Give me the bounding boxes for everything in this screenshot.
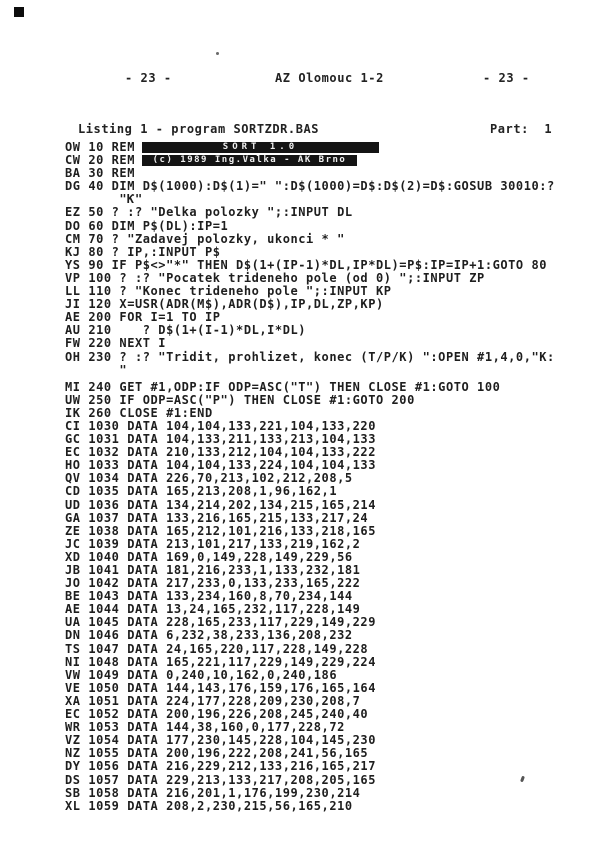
listing-line: FW 220 NEXT I — [65, 336, 167, 351]
listing-line: EC 1052 DATA 200,196,226,208,245,240,40 — [65, 707, 369, 722]
listing-line: UD 1036 DATA 134,214,202,134,215,165,214 — [65, 497, 376, 512]
listing-line: LL 110 ? "Konec trideneho pole ";:INPUT KP — [65, 284, 392, 299]
listing-line: VP 100 ? :? "Pocatek trideneho pole (od 0) ";:INPUT ZP — [65, 270, 485, 285]
listing-line: WR 1053 DATA 144,38,160,0,177,228,72 — [65, 720, 345, 735]
listing-line: DS 1057 DATA 229,213,133,217,208,205,165 — [65, 772, 376, 787]
listing-line: XL 1059 DATA 208,2,230,215,56,165,210 — [65, 798, 353, 813]
listing-line: KJ 80 ? IP,:INPUT P$ — [65, 244, 221, 259]
listing-line: AE 1044 DATA 13,24,165,232,117,228,149 — [65, 602, 361, 617]
listing-line: SB 1058 DATA 216,201,1,176,199,230,214 — [65, 785, 361, 800]
listing-line: NI 1048 DATA 165,221,117,229,149,229,224 — [65, 654, 376, 669]
listing-line: BA 30 REM — [65, 166, 135, 181]
listing-line: CD 1035 DATA 165,213,208,1,96,162,1 — [65, 484, 338, 499]
listing-line: HO 1033 DATA 104,104,133,224,104,104,133 — [65, 458, 376, 473]
listing-line: JC 1039 DATA 213,101,217,133,219,162,2 — [65, 536, 361, 551]
listing-line: GA 1037 DATA 133,216,165,215,133,217,24 — [65, 510, 369, 525]
listing-line: UA 1045 DATA 228,165,233,117,229,149,229 — [65, 615, 376, 630]
listing-line: "Ƙ" — [65, 192, 143, 207]
listing-line — [65, 154, 555, 167]
listing-line: " — [65, 362, 128, 377]
listing-line: ZE 1038 DATA 165,212,101,216,133,218,165 — [65, 523, 376, 538]
listing-line: UW 250 IF ODP=ASC("P") THEN CLOSE #1:GOTO 200 — [65, 392, 415, 407]
corner-registration-mark — [14, 7, 24, 17]
listing-body — [65, 141, 555, 813]
listing-line: EZ 50 ? :? "Delka polozky ";:INPUT DL — [65, 205, 353, 220]
page-number-right: - 23 - — [483, 71, 530, 85]
listing-line — [65, 141, 555, 154]
listing-line: DY 1056 DATA 216,229,212,133,216,165,217 — [65, 759, 376, 774]
listing-line: MI 240 GET #1,ODP:IF ODP=ASC("T") THEN CLOSE #1:GOTO 100 — [65, 379, 501, 394]
listing-line: JB 1041 DATA 181,216,233,1,133,232,181 — [65, 563, 361, 577]
part-indicator: Part: 1 — [490, 122, 553, 136]
listing-line: DG 40 DIM D$(1000):D$(1)=" ":D$(1000)=D$:D$(2)=D$:GOSUB 30010:? — [65, 179, 555, 194]
inverse-video-bar: (c) 1989 Ing.Valka - AK Brno — [142, 155, 357, 166]
inverse-video-bar: SORT 1.0 — [142, 142, 379, 153]
listing-line: VE 1050 DATA 144,143,176,159,176,165,164 — [65, 680, 376, 695]
listing-line: GC 1031 DATA 104,133,211,133,213,104,133 — [65, 432, 376, 447]
listing-line: DN 1046 DATA 6,232,38,233,136,208,232 — [65, 628, 353, 643]
listing-line: JI 120 X=USR(ADR(M$),ADR(D$),IP,DL,ZP,KP) — [65, 297, 384, 312]
listing-line: IK 260 CLOSE #1:END — [65, 405, 213, 420]
listing-line: EC 1032 DATA 210,133,212,104,104,133,222 — [65, 445, 376, 460]
listing-line: VW 1049 DATA 0,240,10,162,0,240,186 — [65, 667, 338, 682]
listing-line: NZ 1055 DATA 200,196,222,208,241,56,165 — [65, 746, 369, 761]
listing-line: YS 90 IF P$<>"*" THEN D$(1+(IP-1)*DL,IP*DL)=P$:IP=IP+1:GOTO 80 — [65, 257, 548, 272]
listing-line: XA 1051 DATA 224,177,228,209,230,208,7 — [65, 693, 361, 708]
listing-line: QV 1034 DATA 226,70,213,102,212,208,5 — [65, 471, 353, 486]
scan-speck-top — [216, 52, 219, 55]
listing-line: AE 200 FOR I=1 TO IP — [65, 310, 221, 325]
listing-title: Listing 1 - program SORTZDR.BAS — [78, 122, 320, 136]
page-number-left: - 23 - — [125, 71, 172, 85]
listing-line-prefix: CW 20 REM — [65, 153, 135, 168]
listing-line: JO 1042 DATA 217,233,0,133,233,165,222 — [65, 576, 361, 591]
journal-title: AZ Olomouc 1-2 — [275, 71, 384, 85]
listing-line: VZ 1054 DATA 177,230,145,228,104,145,230 — [65, 733, 376, 748]
listing-line: OH 230 ? :? "Tridit, prohlizet, konec (T/P/K) ":OPEN #1,4,0,"K: — [65, 349, 555, 364]
listing-line: XD 1040 DATA 169,0,149,228,149,229,56 — [65, 549, 353, 564]
listing-line-prefix: OW 10 REM — [65, 140, 135, 154]
listing-line: AU 210 ? D$(1+(I-1)*DL,I*DL) — [65, 323, 307, 338]
listing-line: TS 1047 DATA 24,165,220,117,228,149,228 — [65, 641, 369, 656]
listing-line: CI 1030 DATA 104,104,133,221,104,133,220 — [65, 418, 376, 433]
listing-line: BE 1043 DATA 133,234,160,8,70,234,144 — [65, 589, 353, 604]
listing-line: DO 60 DIM P$(DL):IP=1 — [65, 218, 229, 233]
listing-line: CM 70 ? "Zadavej polozky, ukonci * " — [65, 231, 345, 246]
